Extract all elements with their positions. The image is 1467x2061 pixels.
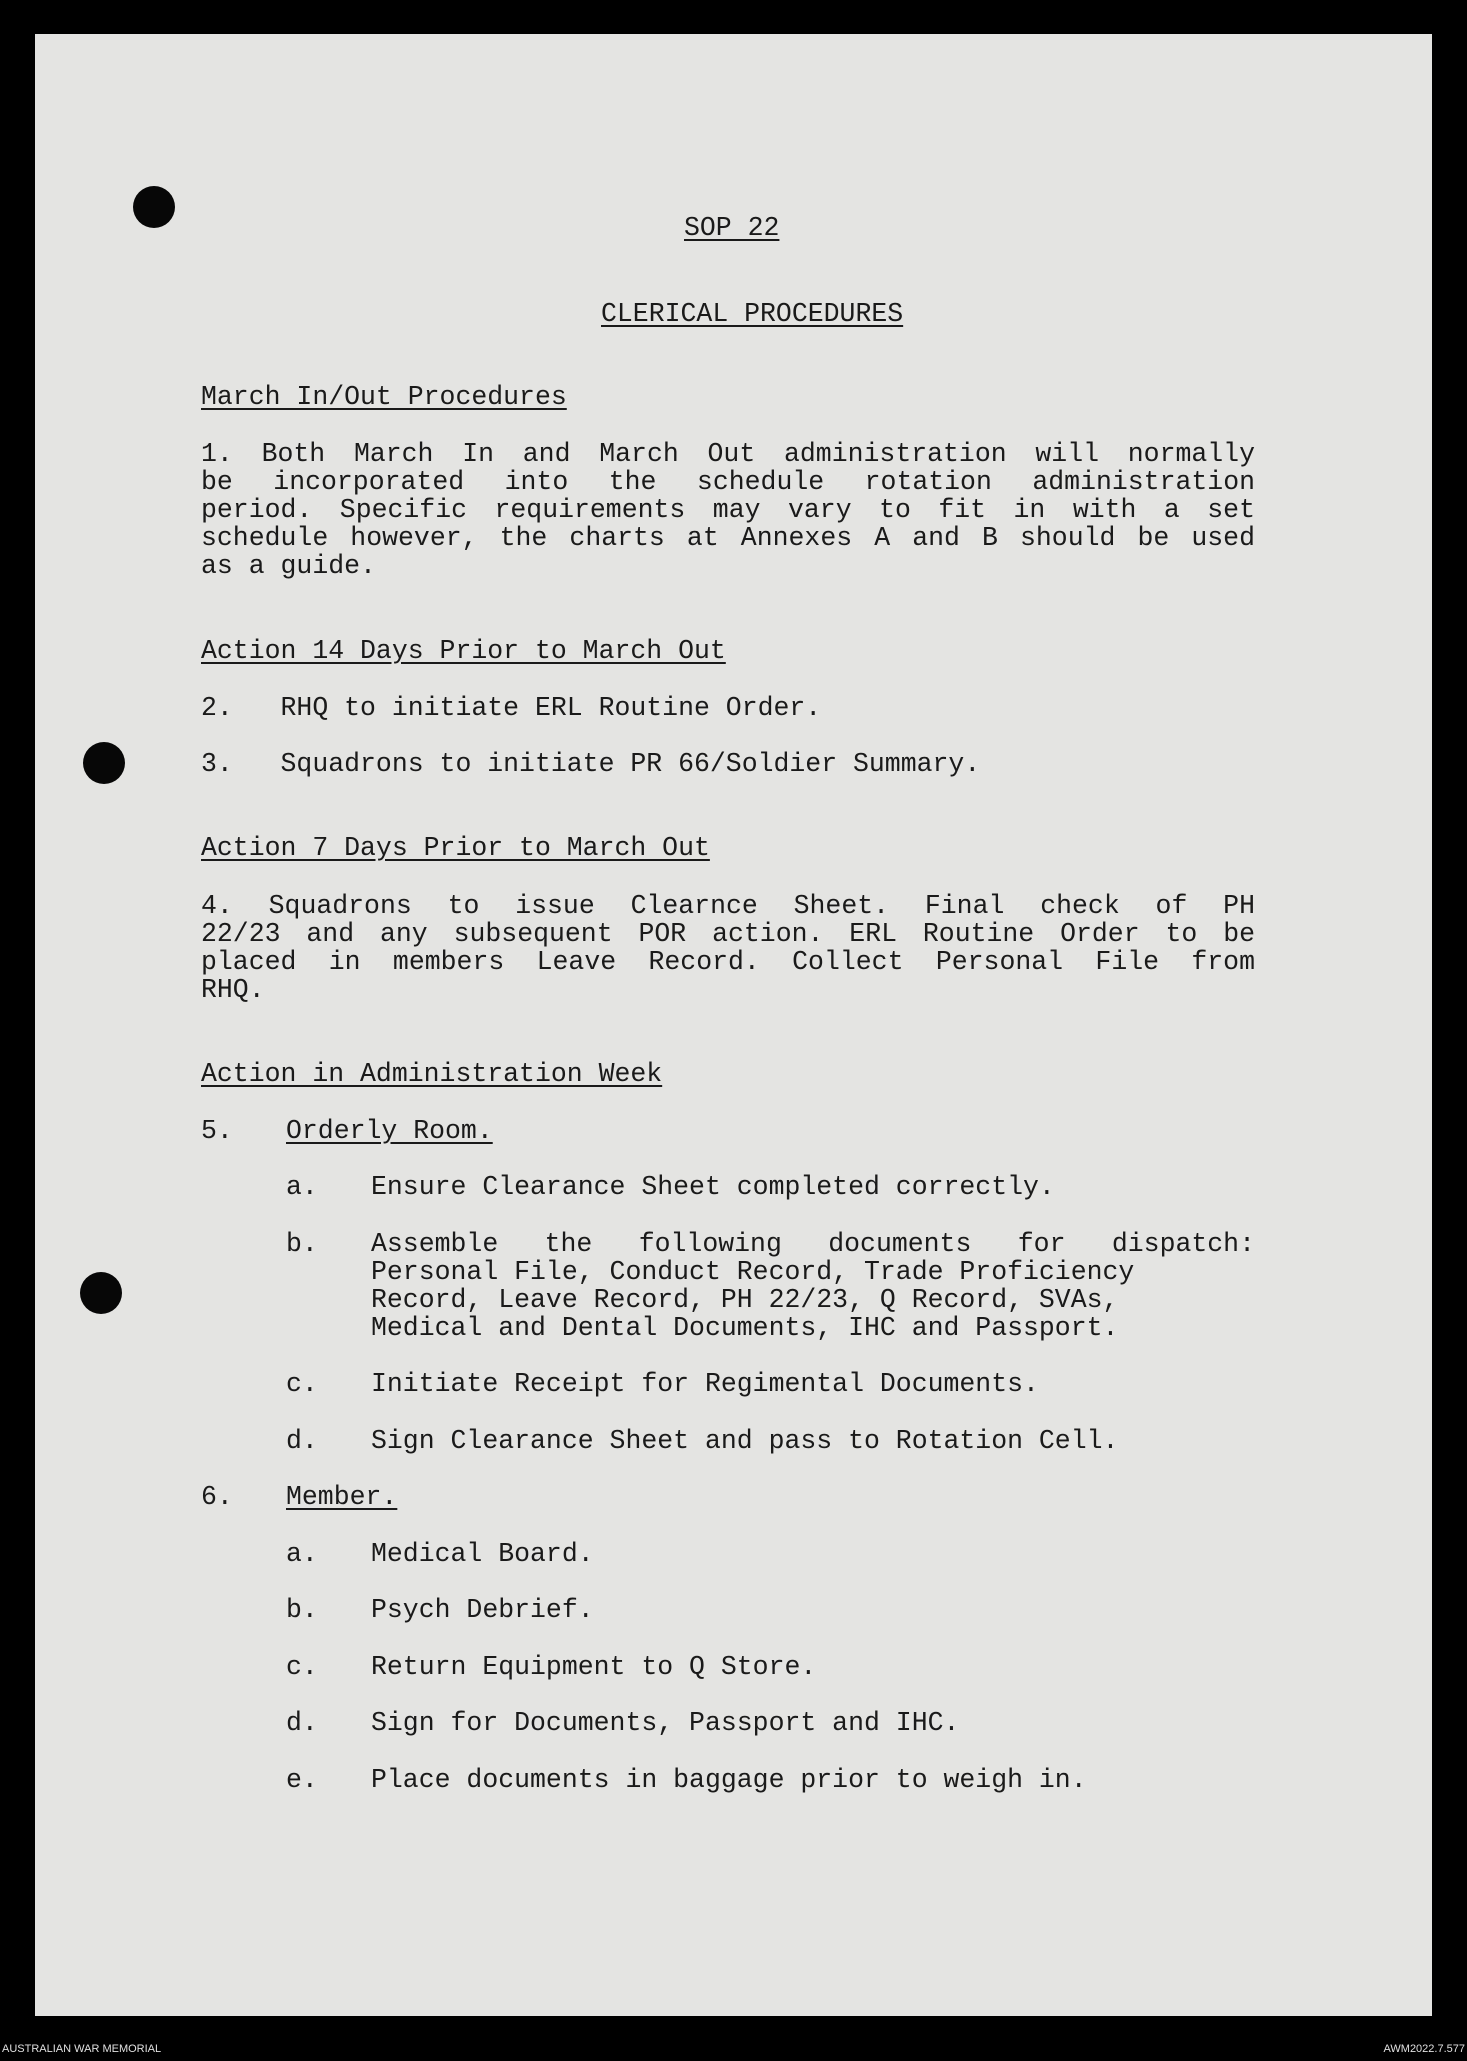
para-5b-line-1: Assemble the following documents for dispatch:	[371, 1229, 1255, 1259]
para-1-line-3: period. Specific requirements may vary to fit in with a set	[201, 495, 1255, 525]
heading-14-days: Action 14 Days Prior to March Out	[201, 636, 726, 666]
heading-7-days: Action 7 Days Prior to March Out	[201, 833, 710, 863]
para-4-line-4: RHQ.	[201, 975, 265, 1005]
para-6a-text: Medical Board.	[371, 1539, 594, 1569]
heading-march-in-out: March In/Out Procedures	[201, 382, 567, 412]
para-5b-line-3: Record, Leave Record, PH 22/23, Q Record, SVAs,	[371, 1285, 1119, 1315]
para-6e-text: Place documents in baggage prior to weigh in.	[371, 1765, 1087, 1795]
punch-hole-top	[133, 186, 175, 228]
para-6b-text: Psych Debrief.	[371, 1595, 594, 1625]
para-5b-line-2: Personal File, Conduct Record, Trade Proficiency	[371, 1257, 1135, 1287]
para-2: 2. RHQ to initiate ERL Routine Order.	[201, 693, 822, 723]
para-5c-label: c.	[286, 1369, 318, 1399]
para-5d-label: d.	[286, 1426, 318, 1456]
document-title: CLERICAL PROCEDURES	[601, 299, 904, 329]
para-6a-label: a.	[286, 1539, 318, 1569]
para-4-line-3: placed in members Leave Record. Collect Personal File from	[201, 947, 1255, 977]
heading-admin-week: Action in Administration Week	[201, 1059, 663, 1089]
para-5a-label: a.	[286, 1172, 318, 1202]
para-6-title: Member.	[286, 1482, 398, 1512]
para-5b-line-4: Medical and Dental Documents, IHC and Passport.	[371, 1313, 1119, 1343]
para-5-title: Orderly Room.	[286, 1116, 493, 1146]
para-1-line-5: as a guide.	[201, 551, 376, 581]
punch-hole-bottom	[80, 1272, 122, 1314]
document-page	[35, 34, 1432, 2016]
para-6d-text: Sign for Documents, Passport and IHC.	[371, 1708, 960, 1738]
para-6c-label: c.	[286, 1652, 318, 1682]
para-1-line-2: be incorporated into the schedule rotation administration	[201, 467, 1255, 497]
para-6b-label: b.	[286, 1595, 318, 1625]
para-6-number: 6.	[201, 1482, 233, 1512]
footer-institution: AUSTRALIAN WAR MEMORIAL	[2, 2043, 162, 2055]
para-5b-label: b.	[286, 1229, 318, 1259]
para-4-line-1: 4. Squadrons to issue Clearnce Sheet. Final check of PH	[201, 891, 1255, 921]
para-6c-text: Return Equipment to Q Store.	[371, 1652, 817, 1682]
para-5a-text: Ensure Clearance Sheet completed correctly.	[371, 1172, 1055, 1202]
para-1-line-1: 1. Both March In and March Out administration will normally	[201, 439, 1255, 469]
para-6e-label: e.	[286, 1765, 318, 1795]
para-3: 3. Squadrons to initiate PR 66/Soldier Summary.	[201, 749, 981, 779]
para-6d-label: d.	[286, 1708, 318, 1738]
sop-number: SOP 22	[684, 213, 780, 243]
para-5d-text: Sign Clearance Sheet and pass to Rotation Cell.	[371, 1426, 1119, 1456]
para-1-line-4: schedule however, the charts at Annexes A and B should be used	[201, 523, 1255, 553]
footer-accession-number: AWM2022.7.577	[1383, 2043, 1465, 2055]
para-5-number: 5.	[201, 1116, 233, 1146]
para-4-line-2: 22/23 and any subsequent POR action. ERL Routine Order to be	[201, 919, 1255, 949]
para-5c-text: Initiate Receipt for Regimental Documents.	[371, 1369, 1039, 1399]
punch-hole-middle	[83, 742, 125, 784]
